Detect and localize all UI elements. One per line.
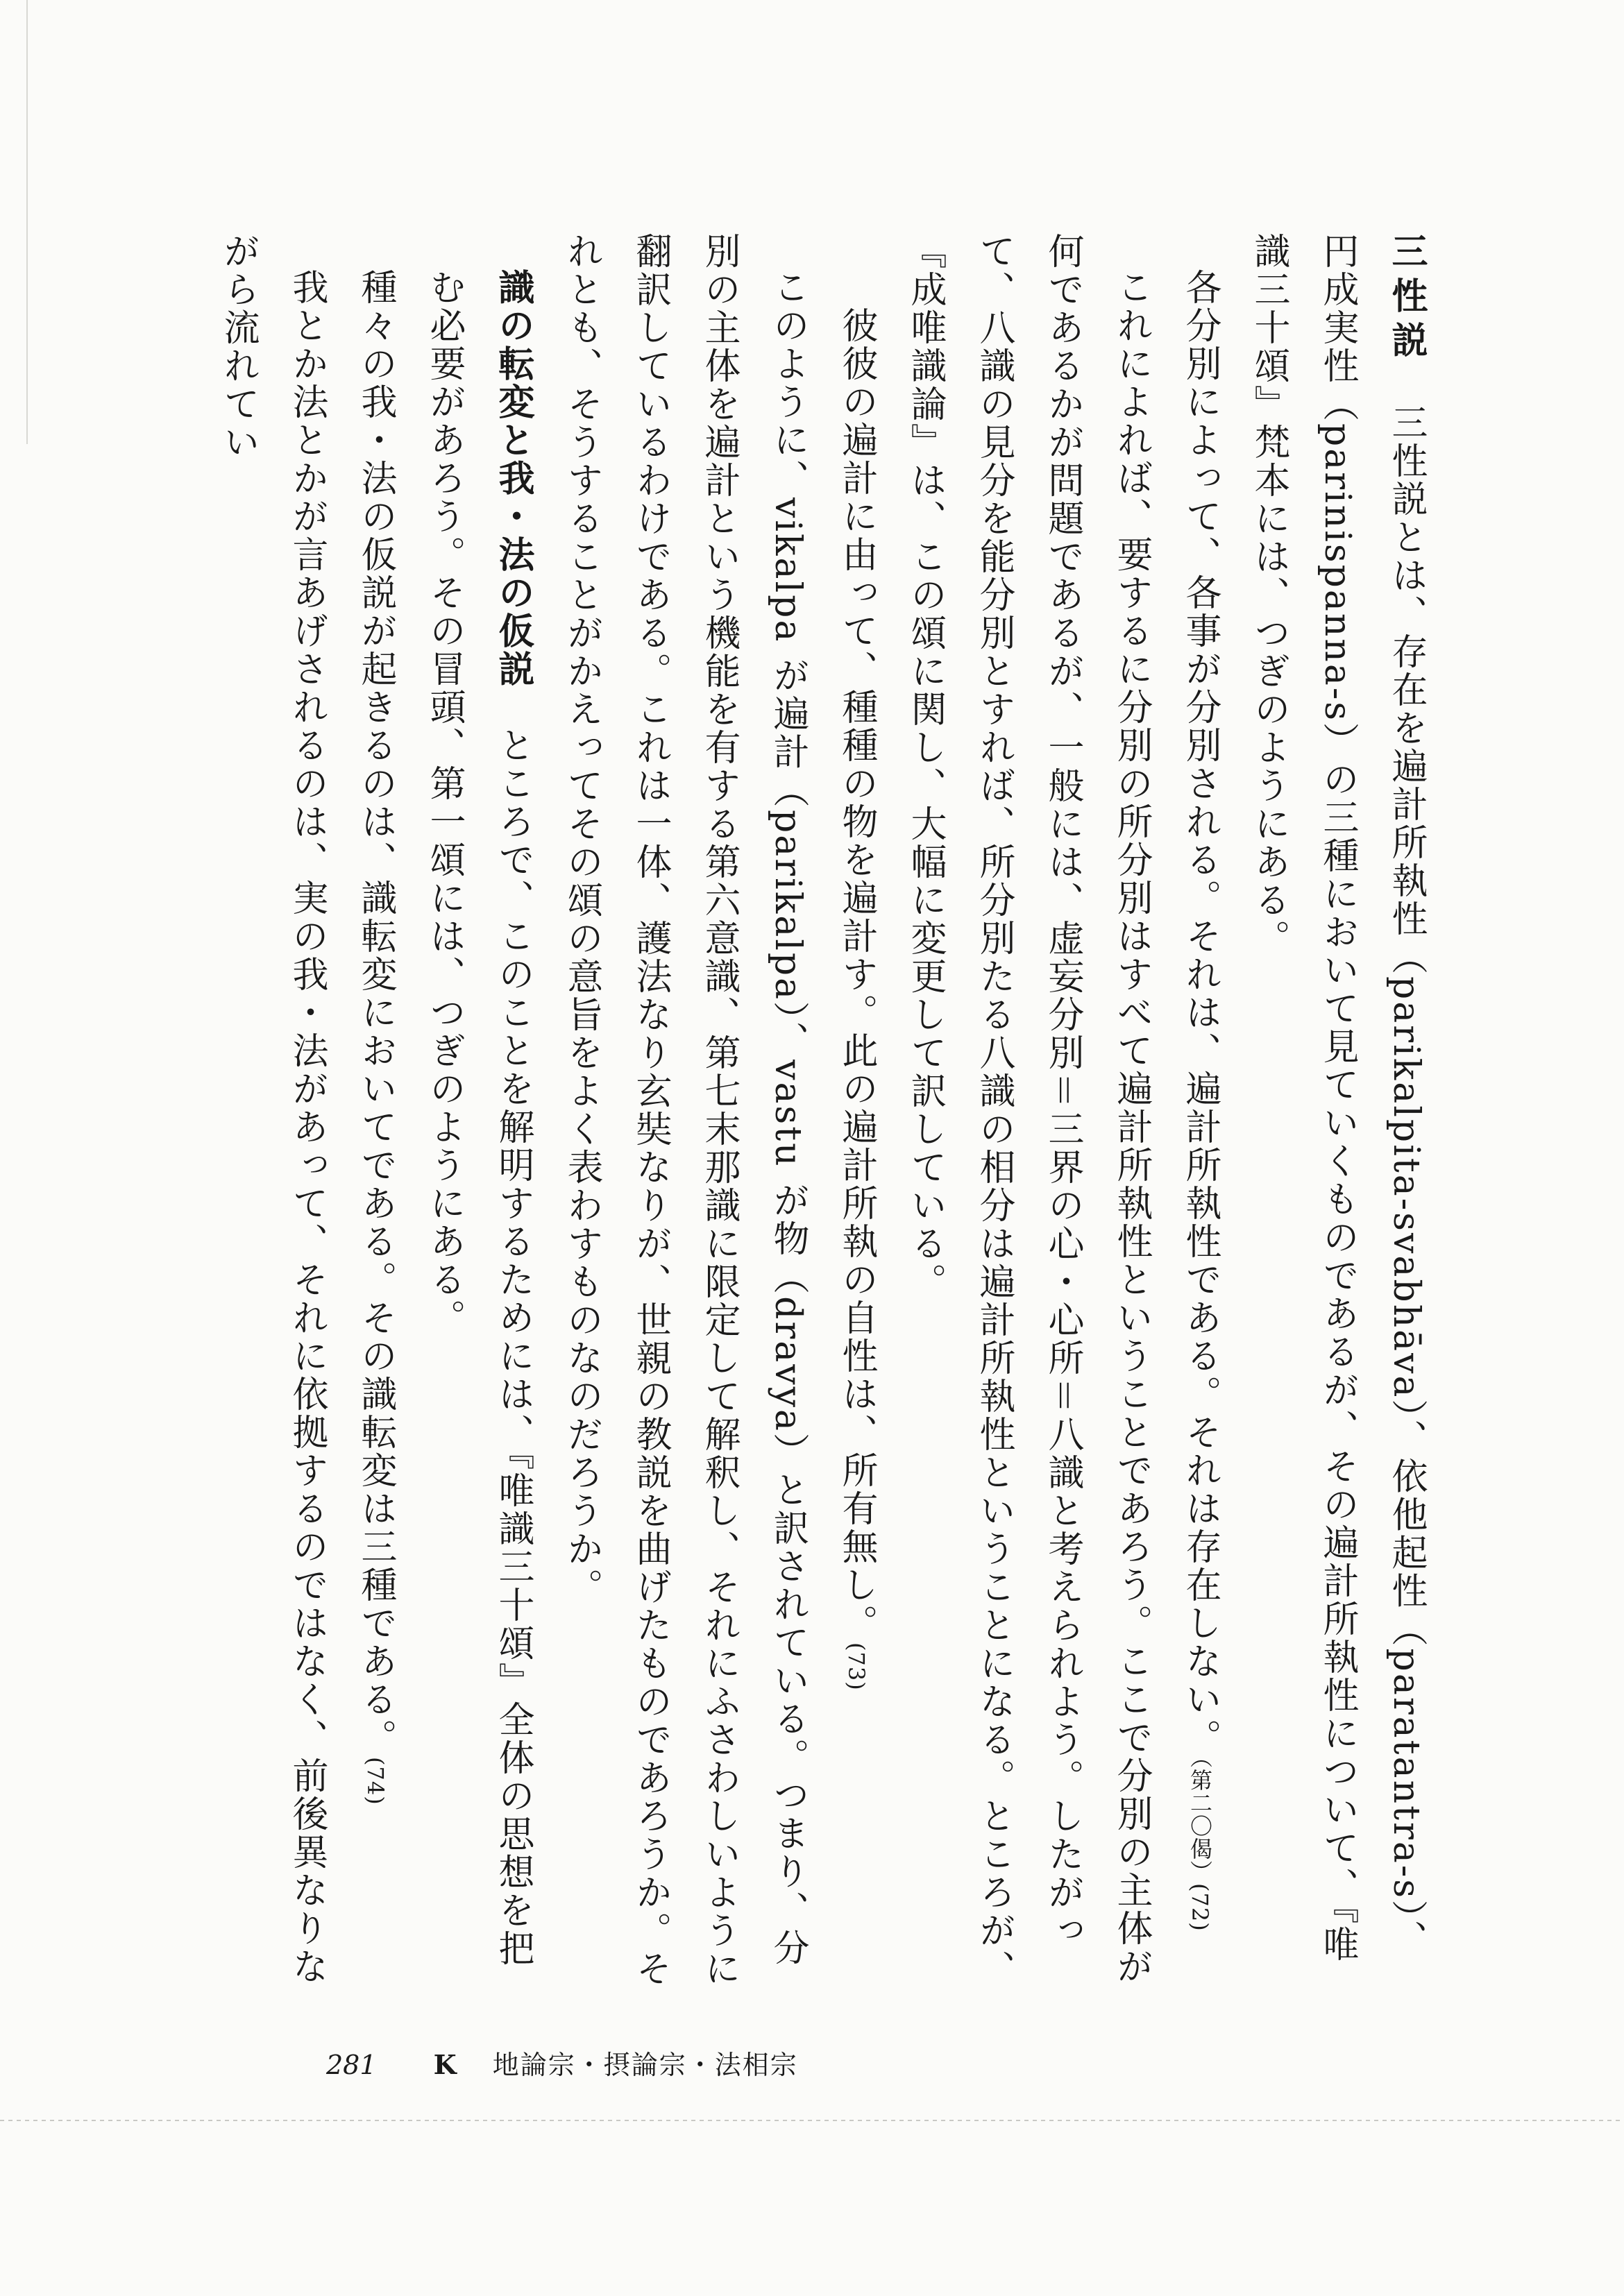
page-footer [326,2043,798,2082]
paragraph-three-natures [1234,232,1440,1988]
paragraph-self-dharma [203,232,341,1988]
paragraph-text: 我とか法とかが言あげされるのは、実の我・法があって、それに依拠するのではなく、前後異なりながら流れてい [217,232,328,1986]
chapter-label: K [433,2049,457,2080]
paragraph-text: ところで、このことを解明するためには、『唯識三十頌』全体の思想を把む必要があろう。その冒頭、第一頌には、つぎのようにある。 [423,269,534,1968]
quote-verse-20 [1165,232,1234,1988]
quote-cheng-weishi [822,232,890,1988]
paragraph-transformation [409,269,547,1988]
paragraph-text: 三性説とは、存在を遍計所執性（parikalpita-svabhāva）、依他起性（paratantra-s）、円成実性（parinispanna-s）の三種において見ていくものであるが、その遍計所執性について、『唯識三十頌』梵本には、つぎのようにある。 [1248,232,1427,1964]
running-title: 地論宗・摂論宗・法相宗 [492,2050,798,2080]
paragraph-analysis [890,232,1165,1988]
section-heading: 三性説 [1385,232,1427,366]
paragraph-text: これによれば、要するに分別の所分別はすべて遍計所執性ということであろう。ここで分別の主体が何であるかが問題であるが、一般には、虚妄分別＝三界の心・心所＝八識と考えられよう。したがって、八識の見分を能分別とすれば、所分別たる八識の相分は遍計所執性ということになる。ところが、『成唯識論』は、この頌に関し、大幅に変更して訳している。 [904,232,1152,1988]
quote-text: 各分別によって、各事が分別される。それは、遍計所執性である。それは存在しない。 [1179,269,1221,1757]
verse-note: （第二〇偈） [1187,1757,1213,1883]
page-number: 281 [326,2050,377,2080]
footnote-ref: (73) [843,1642,870,1691]
paragraph-text: このように、vikalpa が遍計（parikalpa）、vastu が物（dravya）と訳されている。つまり、分別の主体を遍計という機能を有する第六意識、第七末那識に限定して解釈し、それにふさわしいように翻訳しているわけである。これは一体、護法なり玄奘なりが、世親の教説を曲げたものであろうか。それとも、そうすることがかえってその頌の意旨をよく表わすものなのだろうか。 [561,232,809,1988]
quote-verse-1 [341,232,409,1988]
paragraph-translation [547,232,822,1988]
quote-text: 彼彼の遍計に由って、種種の物を遍計す。此の遍計所執の自性は、所有無し。 [836,307,877,1642]
footnote-ref: (72) [1187,1883,1213,1932]
binding-line [26,0,28,444]
quote-text: 種々の我・法の仮説が起きるのは、識転変においてである。その識転変は三種である。 [355,269,396,1757]
footnote-ref: (74) [362,1757,389,1805]
section-heading: 識の転変と我・法の仮説 [492,269,534,688]
page-edge-rule [0,2120,1624,2121]
body-text [121,232,1440,1988]
